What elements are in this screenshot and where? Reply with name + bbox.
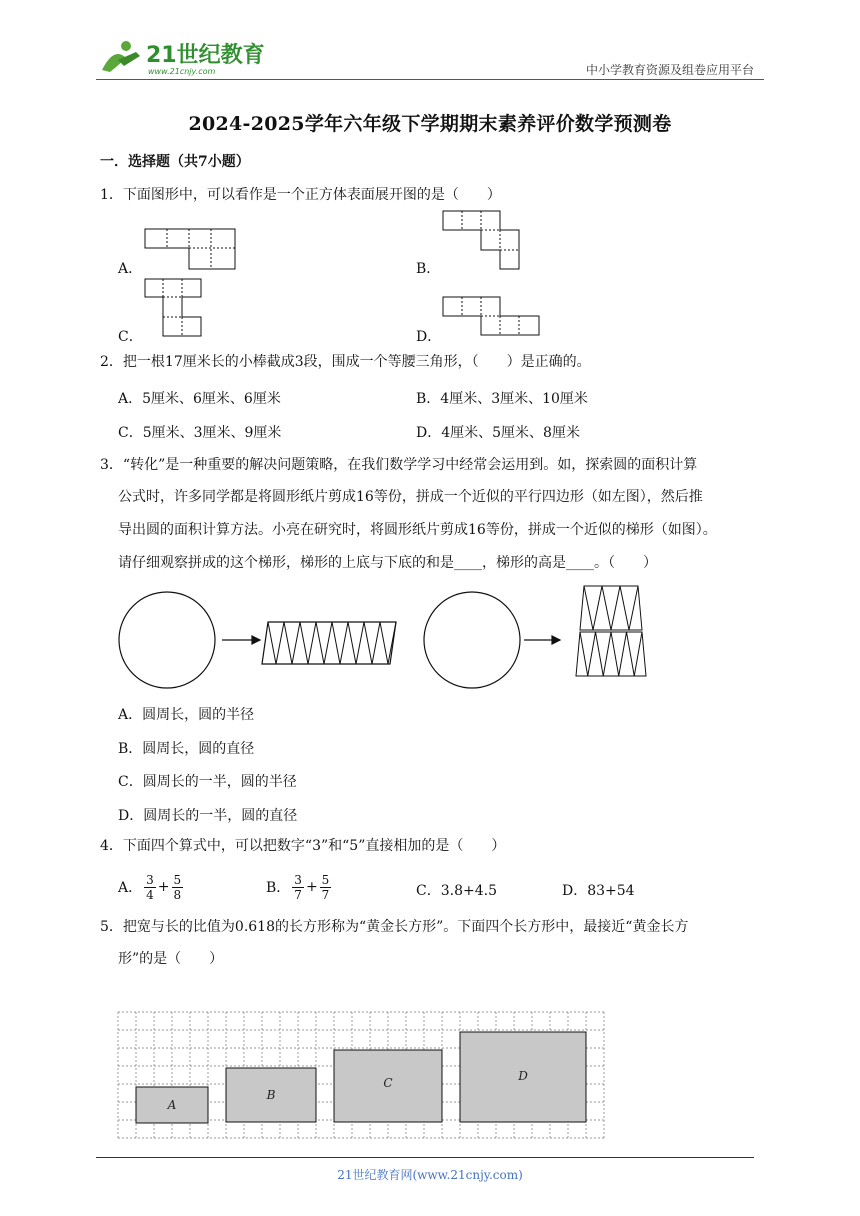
- sector-edge: [603, 632, 611, 676]
- sector-edge: [292, 622, 300, 664]
- sector-edge: [364, 622, 372, 664]
- question-3-line-3: 导出圆的面积计算方法。小亮在研究时，将圆形纸片剪成16等份，拼成一个近似的梯形（如图）。: [118, 522, 717, 538]
- question-3-line-4: 请仔细观察拼成的这个梯形，梯形的上底与下底的和是____，梯形的高是____。（ ）: [118, 555, 657, 571]
- question-3-line-1: 3．“转化”是一种重要的解决问题策略，在我们数学学习中经常会运用到。如，探索圆的面积计算: [100, 457, 698, 473]
- logo-url: www.21cnjy.com: [148, 67, 216, 76]
- question-4-stem: 4．下面四个算式中，可以把数字“3”和“5”直接相加的是（ ）: [100, 838, 506, 854]
- question-3-line-2: 公式时，许多同学都是将圆形纸片剪成16等份，拼成一个近似的平行四边形（如左图），然后推: [118, 489, 703, 505]
- sector-edge: [596, 632, 604, 676]
- sector-edge: [300, 622, 308, 664]
- q1-net-c-diagram: [140, 276, 210, 342]
- q2-option-b: B．4厘米、3厘米、10厘米: [416, 391, 588, 407]
- q4-option-a-label: A．: [118, 880, 143, 896]
- numerator: 3: [294, 872, 302, 887]
- sector-edge: [593, 586, 602, 630]
- circle-shape: [119, 592, 215, 688]
- plus-sign: +: [305, 879, 318, 895]
- question-5-line-1: 5．把宽与长的比值为0.618的长方形称为“黄金长方形”。下面四个长方形中，最接近“黄金长方: [100, 919, 689, 935]
- sector-edge: [619, 632, 627, 676]
- q1-option-b-label: B．: [416, 261, 441, 277]
- q4-option-b-label: B．: [266, 880, 291, 896]
- q3-option-c: C．圆周长的一半，圆的半径: [118, 774, 297, 790]
- sector-edge: [611, 586, 620, 630]
- q1-net-d-diagram: [438, 294, 548, 340]
- rect-b-label: B: [266, 1088, 276, 1102]
- section-heading: 一．选择题（共7小题）: [100, 154, 250, 170]
- footer-text: 21世纪教育网(www.21cnjy.com): [337, 1168, 523, 1182]
- denominator: 7: [321, 887, 330, 902]
- sector-edge: [372, 622, 380, 664]
- q4-option-a: [118, 870, 185, 904]
- question-2-stem: 2．把一根17厘米长的小棒截成3段，围成一个等腰三角形，（ ）是正确的。: [100, 354, 591, 370]
- page-title: 2024-2025学年六年级下学期期末素养评价数学预测卷: [188, 113, 672, 135]
- sector-edge: [580, 632, 588, 676]
- fraction-5-7: [320, 873, 332, 902]
- circle-shape: [424, 592, 520, 688]
- sector-edge: [268, 622, 276, 664]
- q1-option-d-label: D．: [416, 329, 442, 345]
- q3-option-a: A．圆周长，圆的半径: [118, 707, 255, 723]
- q3-option-b: B．圆周长，圆的直径: [118, 741, 255, 757]
- runner-logo-icon: [96, 36, 266, 78]
- q2-option-c: C．5厘米、3厘米、9厘米: [118, 425, 282, 441]
- fraction-3-4: [144, 873, 156, 902]
- sector-edge: [284, 622, 292, 664]
- denominator: 4: [146, 887, 154, 902]
- platform-name: 中小学教育资源及组卷应用平台: [585, 63, 754, 77]
- q1-option-a-label: A．: [118, 261, 143, 277]
- footer-divider: [96, 1157, 754, 1158]
- sector-edge: [388, 622, 396, 664]
- q1-net-b-diagram: [438, 208, 528, 274]
- sector-edge: [308, 622, 316, 664]
- fraction-3-7: [292, 873, 304, 902]
- sector-edge: [340, 622, 348, 664]
- fraction-5-8: [172, 873, 184, 902]
- rect-a-label: A: [167, 1098, 177, 1112]
- numerator: 3: [146, 872, 154, 887]
- sector-edge: [380, 622, 388, 664]
- q3-option-d: D．圆周长的一半，圆的直径: [118, 808, 298, 824]
- plus-sign: +: [157, 879, 170, 895]
- sector-edge: [332, 622, 340, 664]
- sector-edge: [588, 632, 596, 676]
- q1-option-c-label: C．: [118, 329, 143, 345]
- numerator: 5: [173, 872, 182, 887]
- q4-option-d: D．83+54: [562, 883, 635, 899]
- q3-trapezoid-figure: [420, 582, 660, 694]
- q4-option-b: [266, 870, 333, 904]
- header-divider: [96, 79, 764, 80]
- question-5-line-2: 形”的是（ ）: [118, 951, 224, 967]
- logo-text: 21世纪教育: [146, 43, 265, 68]
- sector-edge: [316, 622, 324, 664]
- rect-d-label: D: [518, 1069, 528, 1083]
- denominator: 7: [294, 887, 302, 902]
- sector-edge: [620, 586, 629, 630]
- sector-edge: [584, 586, 593, 630]
- sector-edge: [356, 622, 364, 664]
- sector-edge: [634, 632, 642, 676]
- q2-option-a: A．5厘米、6厘米、6厘米: [118, 391, 281, 407]
- q2-option-d: D．4厘米、5厘米、8厘米: [416, 425, 580, 441]
- question-1-stem: 1．下面图形中，可以看作是一个正方体表面展开图的是（ ）: [100, 187, 501, 203]
- sector-edge: [324, 622, 332, 664]
- sector-edge: [627, 632, 635, 676]
- rect-c-label: C: [383, 1076, 393, 1090]
- sector-edge: [611, 632, 619, 676]
- q1-net-a-diagram: [140, 226, 240, 272]
- denominator: 8: [173, 887, 182, 902]
- trapezoid-row: [580, 586, 642, 630]
- q4-option-c: C．3.8+4.5: [416, 883, 497, 899]
- sector-edge: [348, 622, 356, 664]
- q3-parallelogram-figure: [112, 590, 402, 694]
- q5-grid-figure: [116, 1010, 608, 1144]
- sector-edge: [602, 586, 611, 630]
- sector-edge: [276, 622, 284, 664]
- site-logo: [96, 36, 266, 78]
- numerator: 5: [321, 872, 330, 887]
- sector-edge: [629, 586, 638, 630]
